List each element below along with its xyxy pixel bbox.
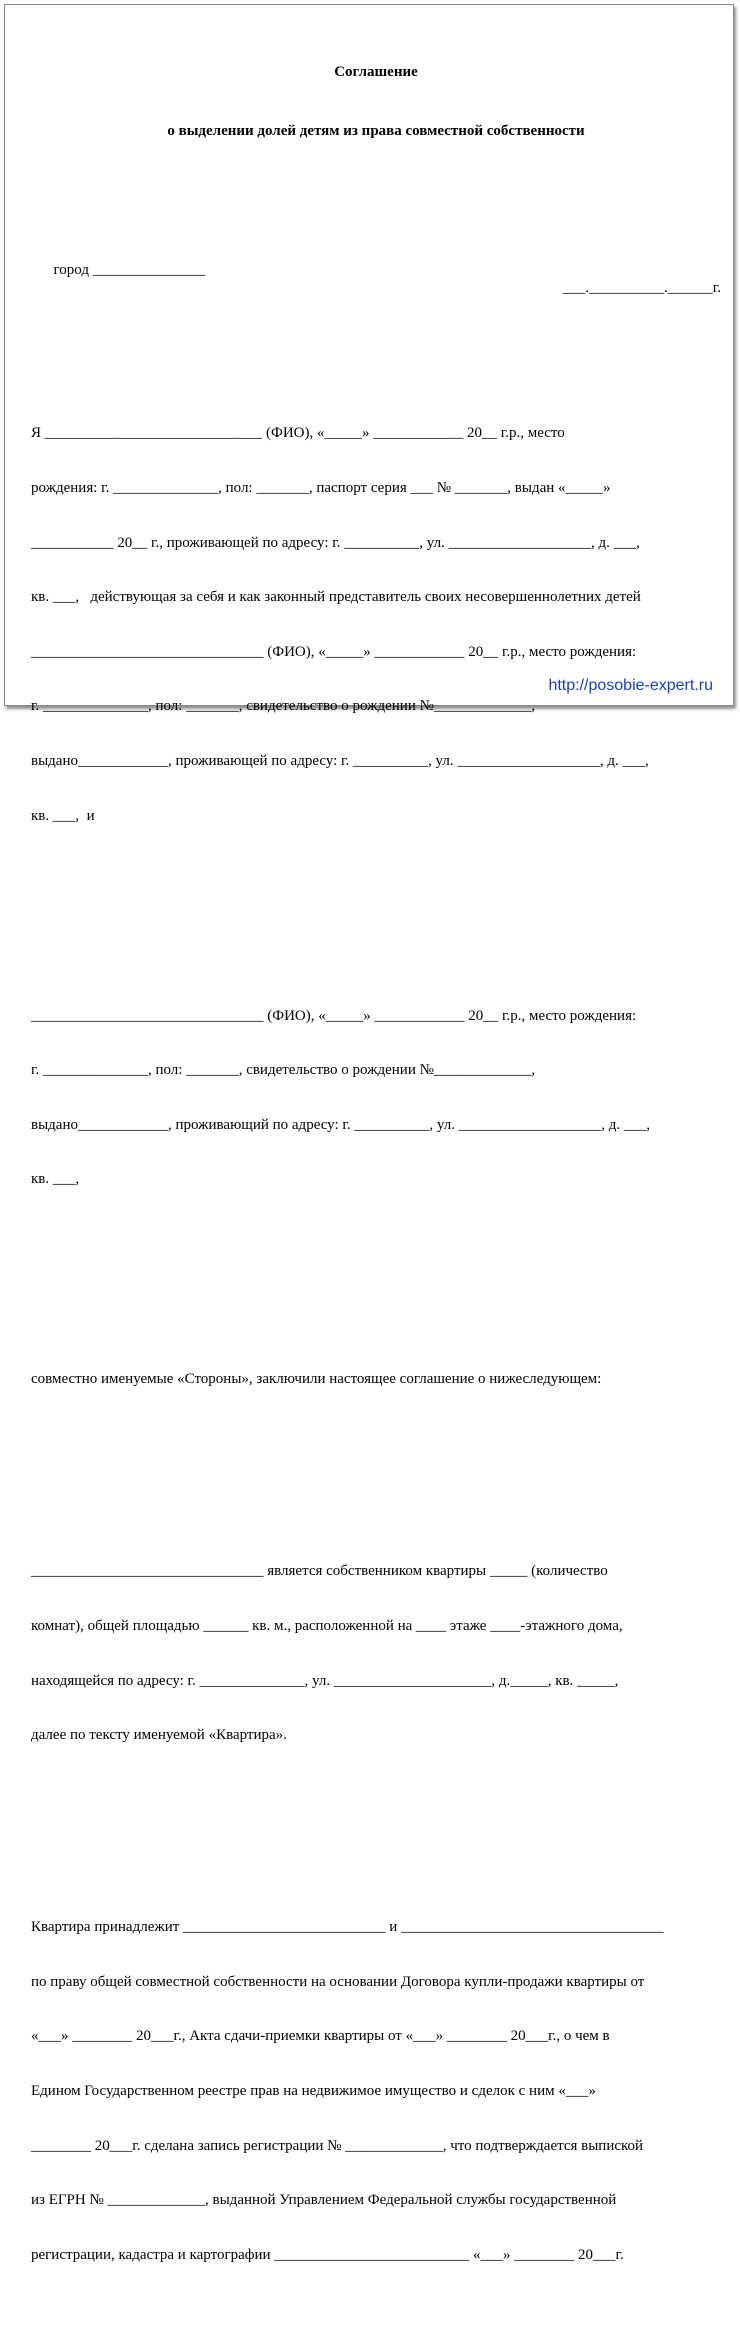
paragraph-line: совместно именуемые «Стороны», заключили настоящее соглашение о нижеследующем:: [31, 1371, 602, 1388]
paragraph-line: далее по тексту именуемой «Квартира».: [31, 1727, 287, 1744]
paragraph-line: кв. ___, действующая за себя и как законный представитель своих несовершеннолетних детей: [31, 589, 641, 606]
paragraph-line: ________ 20___г. сделана запись регистрации № _____________, что подтверждается выпиской: [31, 2137, 644, 2154]
paragraph-line: _______________________________ (ФИО), «_____» ____________ 20__ г.р., место рождения:: [31, 1007, 637, 1024]
document-title-line2: о выделении долей детям из права совместной собственности: [167, 122, 585, 139]
paragraph-line: выдано____________, проживающий по адресу: г. __________, ул. ___________________, д. ___,: [31, 1116, 651, 1133]
city-date-row: [31, 243, 721, 297]
paragraph-line: находящейся по адресу: г. ______________, ул. _____________________, д._____, кв. _____,: [31, 1672, 619, 1689]
paragraph-line: из ЕГРН № _____________, выданной Управлением Федеральной службы государственной: [31, 2192, 617, 2209]
paragraph-line: ___________ 20__ г., проживающей по адресу: г. __________, ул. ___________________, д. ___,: [31, 534, 640, 551]
party1-paragraph: [31, 388, 721, 861]
paragraph-line: Едином Государственном реестре прав на недвижимое имущество и сделок с ним «___»: [31, 2083, 596, 2099]
agreement-document: [31, 25, 721, 2337]
paragraph-line: кв. ___,: [31, 1171, 80, 1188]
paragraph-line: Я _____________________________ (ФИО), «_____» ____________ 20__ г.р., место: [31, 425, 565, 442]
paragraph-line: _______________________________ (ФИО), «_____» ____________ 20__ г.р., место рождения:: [31, 643, 637, 660]
paragraph-line: выдано____________, проживающей по адресу: г. __________, ул. ___________________, д. ___,: [31, 753, 649, 769]
parties-intro-paragraph: [31, 1334, 721, 1425]
paragraph-line: г. ______________, пол: _______, свидетельство о рождении №_____________,: [31, 698, 536, 715]
paragraph-line: г. ______________, пол: _______, свидетельство о рождении №_____________,: [31, 1062, 536, 1079]
party2-paragraph: [31, 970, 721, 1225]
paragraph-line: регистрации, кадастра и картографии __________________________ «___» ________ 20___г.: [31, 2246, 624, 2263]
document-title-line1: Соглашение: [334, 64, 418, 81]
ownership-paragraph: [31, 1882, 721, 2301]
paragraph-line: комнат), общей площадью ______ кв. м., расположенной на ____ этаже ____-этажного дома,: [31, 1618, 623, 1635]
paragraph-line: «___» ________ 20___г., Акта сдачи-приемки квартиры от «___» ________ 20___г., о чем в: [31, 2028, 610, 2045]
paragraph-line: Квартира принадлежит ___________________________ и ___________________________________: [31, 1919, 664, 1936]
city-field: город _______________: [53, 262, 206, 279]
paragraph-line: по праву общей совместной собственности на основании Договора купли-продажи квартиры от: [31, 1973, 645, 1990]
source-link[interactable]: http://posobie-expert.ru: [548, 677, 713, 694]
paragraph-line: рождения: г. ______________, пол: _______, паспорт серия ___ № _______, выдан «_____»: [31, 480, 611, 497]
document-frame: [4, 4, 734, 2263]
paragraph-line: кв. ___, и: [31, 807, 95, 824]
date-field: ___.__________.______г.: [562, 280, 721, 297]
paragraph-line: _______________________________ является собственником квартиры _____ (количество: [31, 1563, 608, 1580]
owner-paragraph: [31, 1526, 721, 1781]
